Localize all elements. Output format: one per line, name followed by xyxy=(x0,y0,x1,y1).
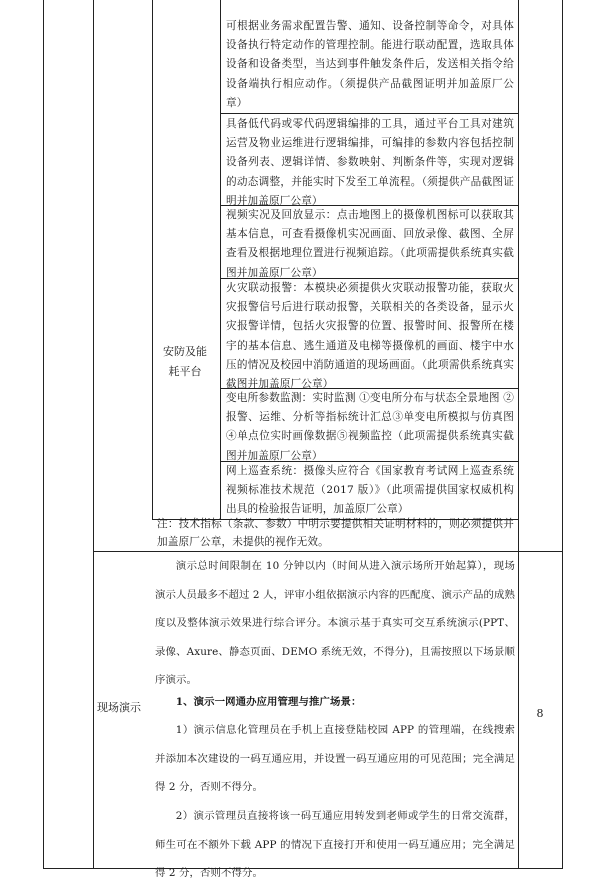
demo-item-1: 1）演示信息化管理员在手机上直接登陆校园 APP 的管理端，在线搜索并添加本次建设的一码互通应用，并设置一码互通应用的可见范围；完全满足得 2 分，否则不得分。 xyxy=(155,724,515,794)
table-border-left xyxy=(43,0,44,868)
spec-row-fire-alarm: 火灾联动报警：本模块必须提供火灾联动报警功能，获取火灾报警信号后进行联动报警，关联相关的各类设备，显示火灾报警详情，包括火灾报警的位置、报警时间、报警所在楼宇的基本信息、逃生通道及电梯等摄像机的画面、楼宇中水压的情况及校园中消防通道的现场画面。（此项需供系统真实截图并加盖原厂公章） xyxy=(226,282,514,391)
demo-label: 现场演示 xyxy=(97,701,141,714)
spec-row-online-inspection: 网上巡查系统：摄像头应符合《国家教育考试网上巡查系统视频标准技术规范（2017 版）》（此项需提供国家权威机构出具的检验报告证明，加盖原厂公章） xyxy=(226,465,514,516)
table-border-right xyxy=(562,0,563,868)
table-row-divider xyxy=(220,113,518,114)
table-border-col1 xyxy=(93,0,94,868)
demo-scenario-heading: 1、演示一网通办应用管理与推广场景： xyxy=(175,696,362,708)
table-border-col3 xyxy=(220,0,221,519)
spec-note: 注：技术指标（条款、参数）中明示要提供相关证明材料的，则必须提供并加盖原厂公章，未提供的视作无效。 xyxy=(157,518,514,548)
table-border-col4 xyxy=(518,0,519,868)
spec-row-alarm-config: 可根据业务需求配置告警、通知、设备控制等命令，对具体设备执行特定动作的管理控制。能进行联动配置，选取具体设备和设备类型，当达到事件触发条件后，发送相关指令给设备端执行相应动作。（须提供产品截图证明并加盖原厂公章） xyxy=(226,20,514,109)
category-label: 安防及能耗平台 xyxy=(163,345,207,378)
table-border-col2 xyxy=(152,0,153,519)
demo-score: 8 xyxy=(536,707,544,720)
spec-row-substation-monitor: 变电所参数监测：实时监测 ①变电所分布与状态全景地图 ②报警、运维、分析等指标统计汇总③单变电所模拟与仿真图④单点位实时画像数据⑤视频监控（此项需提供系统真实截图并加盖原厂公章） xyxy=(226,392,514,462)
demo-item-2: 2）演示管理员直接将该一码互通应用转发到老师或学生的日常交流群，师生可在不额外下载 APP 的情况下直接打开和使用一码互通应用；完全满足得 2 分，否则不得分。 xyxy=(155,810,515,880)
spec-row-video-playback: 视频实况及回放显示：点击地图上的摄像机图标可以获取其基本信息，可查看摄像机实况画面、回放录像、截图、全屏查看及根据地理位置进行视频追踪。（此项需提供系统真实截图并加盖原厂公章） xyxy=(226,209,514,279)
spec-row-logic-orchestration: 具备低代码或零代码逻辑编排的工具，通过平台工具对建筑运营及物业运维进行逻辑编排，可编排的参数内容包括控制设备列表、逻辑详情、参数映射、判断条件等，实现对逻辑的动态调整，并能实时下发至工单流程。（须提供产品截图证明并加盖原厂公章） xyxy=(226,118,514,207)
demo-intro-paragraph: 演示总时间限制在 10 分钟以内（时间从进入演示场所开始起算），现场演示人员最多不超过 2 人，评审小组依据演示内容的匹配度、演示产品的成熟度以及整体演示效果进行综合评分。本演示基于真实可交互系统演示(PPT、录像、Axure、静态页面、DEMO 系统无效，不得分)，且需按照以下场景顺序演示。 xyxy=(155,560,515,687)
